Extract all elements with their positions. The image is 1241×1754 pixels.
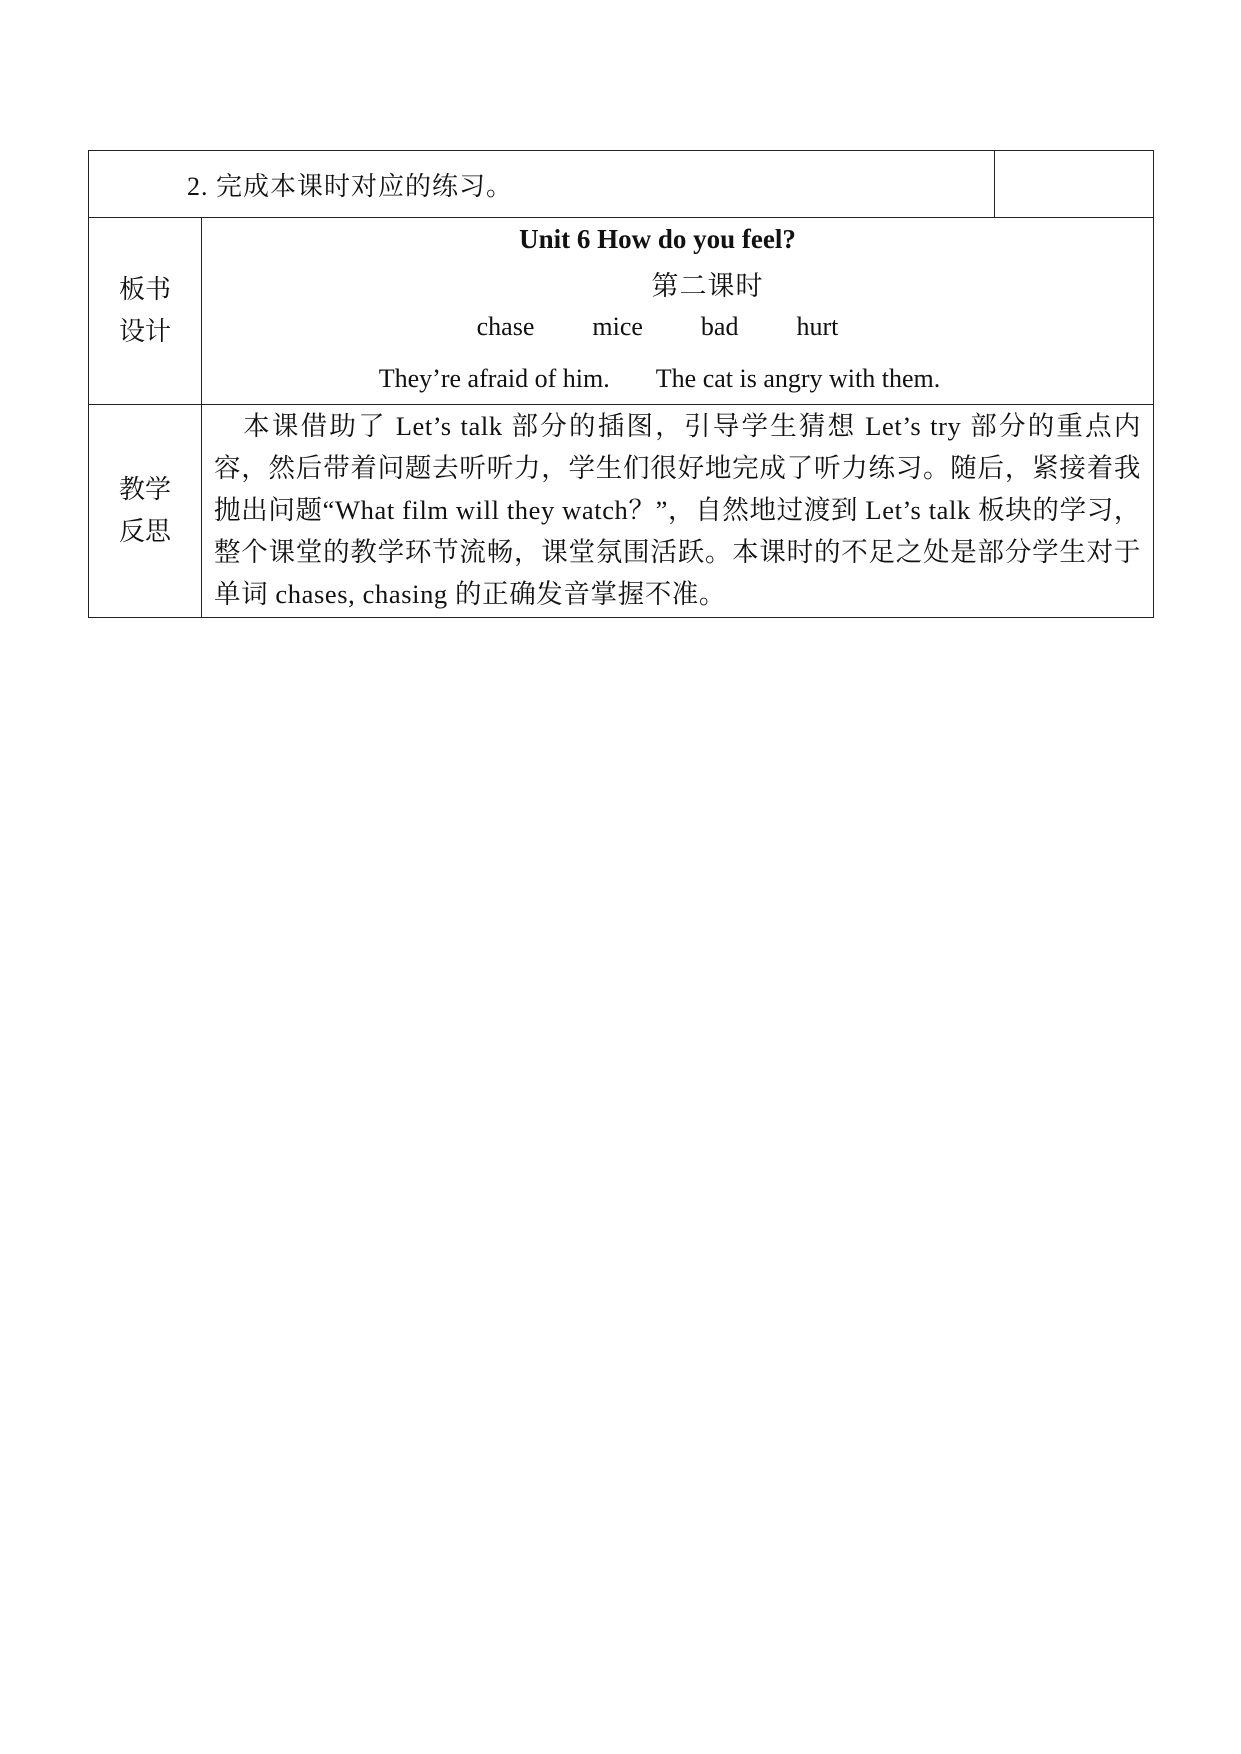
- board-word: bad: [700, 312, 739, 341]
- reflection-label-line1: 教学: [118, 475, 171, 505]
- board-design-content: [202, 218, 1154, 405]
- lesson-plan-table: [88, 150, 1154, 618]
- reflection-row: [89, 405, 1154, 618]
- reflection-text: 本课借助了 Let’s talk 部分的插图，引导学生猜想 Let’s try 部分的重点内容，然后带着问题去听听力，学生们很好地完成了听力练习。随后，紧接着我抛出问题“What film will they watch？”，自然地过渡到 Let’s talk 板块的学习，整个课堂的教学环节流畅，课堂氛围活跃。本课时的不足之处是部分学生对于单词 chases, chasing 的正确发音掌握不准。: [214, 411, 1142, 609]
- homework-row: [89, 151, 1154, 218]
- board-subtitle: 第二课时: [651, 271, 764, 301]
- homework-item: 2. 完成本课时对应的练习。: [187, 171, 514, 201]
- reflection-label: [89, 405, 202, 618]
- homework-cell: [89, 151, 995, 218]
- board-word: hurt: [796, 312, 839, 341]
- board-word: chase: [476, 312, 535, 341]
- board-sentence: They’re afraid of him.: [378, 364, 610, 393]
- reflection-content: [202, 405, 1154, 618]
- board-word: mice: [592, 312, 643, 341]
- board-design-row: [89, 218, 1154, 405]
- board-sentences: [202, 364, 1153, 394]
- board-words: [202, 312, 1153, 342]
- board-design-label-line1: 板书: [118, 275, 171, 305]
- board-design-label-line2: 设计: [118, 317, 171, 347]
- board-sentence: The cat is angry with them.: [655, 364, 941, 393]
- homework-side-cell: [995, 151, 1154, 218]
- board-title: Unit 6 How do you feel?: [519, 224, 796, 254]
- board-design-label: [89, 218, 202, 405]
- reflection-label-line2: 反思: [118, 517, 171, 547]
